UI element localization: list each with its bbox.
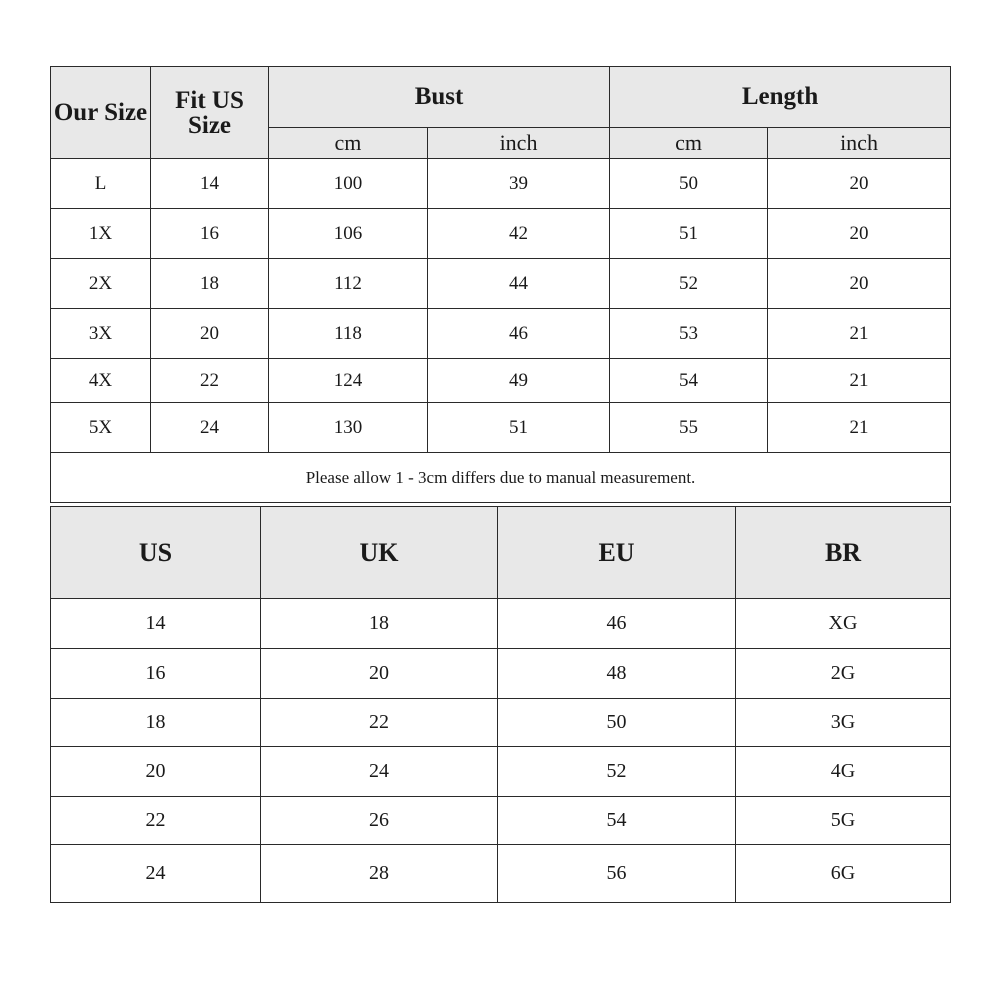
cell-eu: 50 bbox=[498, 699, 736, 747]
cell-bust-inch: 42 bbox=[428, 209, 610, 259]
measurement-note: Please allow 1 - 3cm differs due to manual measurement. bbox=[51, 453, 951, 503]
cell-eu: 52 bbox=[498, 747, 736, 797]
cell-our-size: 2X bbox=[51, 259, 151, 309]
header-fit-us-size: Fit US Size bbox=[151, 67, 269, 159]
cell-our-size: L bbox=[51, 159, 151, 209]
cell-br: 6G bbox=[736, 845, 951, 903]
cell-br: XG bbox=[736, 599, 951, 649]
table-row bbox=[51, 309, 951, 359]
cell-bust-inch: 44 bbox=[428, 259, 610, 309]
table-row bbox=[51, 747, 951, 797]
table-row bbox=[51, 845, 951, 903]
cell-br: 5G bbox=[736, 797, 951, 845]
cell-length-cm: 55 bbox=[610, 403, 768, 453]
cell-us: 18 bbox=[51, 699, 261, 747]
cell-our-size: 5X bbox=[51, 403, 151, 453]
size-chart-table bbox=[50, 66, 951, 503]
cell-our-size: 4X bbox=[51, 359, 151, 403]
cell-us: 24 bbox=[51, 845, 261, 903]
cell-bust-cm: 130 bbox=[269, 403, 428, 453]
cell-bust-cm: 112 bbox=[269, 259, 428, 309]
header-length-cm: cm bbox=[610, 128, 768, 159]
cell-bust-inch: 39 bbox=[428, 159, 610, 209]
header-bust: Bust bbox=[269, 67, 610, 128]
cell-bust-cm: 118 bbox=[269, 309, 428, 359]
table-row bbox=[51, 649, 951, 699]
table-row bbox=[51, 599, 951, 649]
table-row bbox=[51, 403, 951, 453]
cell-uk: 20 bbox=[261, 649, 498, 699]
cell-fit-us-size: 16 bbox=[151, 209, 269, 259]
cell-us: 20 bbox=[51, 747, 261, 797]
cell-length-inch: 20 bbox=[768, 209, 951, 259]
cell-length-cm: 52 bbox=[610, 259, 768, 309]
header-eu: EU bbox=[498, 507, 736, 599]
header-bust-cm: cm bbox=[269, 128, 428, 159]
header-uk: UK bbox=[261, 507, 498, 599]
cell-bust-inch: 51 bbox=[428, 403, 610, 453]
table-row bbox=[51, 259, 951, 309]
cell-bust-cm: 124 bbox=[269, 359, 428, 403]
cell-fit-us-size: 18 bbox=[151, 259, 269, 309]
cell-length-cm: 54 bbox=[610, 359, 768, 403]
cell-length-inch: 20 bbox=[768, 159, 951, 209]
cell-eu: 54 bbox=[498, 797, 736, 845]
size-conversion-table bbox=[50, 506, 951, 903]
header-length: Length bbox=[610, 67, 951, 128]
cell-bust-inch: 46 bbox=[428, 309, 610, 359]
cell-length-inch: 20 bbox=[768, 259, 951, 309]
cell-fit-us-size: 14 bbox=[151, 159, 269, 209]
cell-length-inch: 21 bbox=[768, 359, 951, 403]
header-our-size: Our Size bbox=[51, 67, 151, 159]
cell-br: 3G bbox=[736, 699, 951, 747]
header-length-inch: inch bbox=[768, 128, 951, 159]
cell-br: 4G bbox=[736, 747, 951, 797]
cell-eu: 46 bbox=[498, 599, 736, 649]
cell-bust-cm: 106 bbox=[269, 209, 428, 259]
cell-length-cm: 51 bbox=[610, 209, 768, 259]
cell-uk: 28 bbox=[261, 845, 498, 903]
cell-bust-inch: 49 bbox=[428, 359, 610, 403]
cell-uk: 22 bbox=[261, 699, 498, 747]
table-row bbox=[51, 699, 951, 747]
cell-us: 22 bbox=[51, 797, 261, 845]
header-bust-inch: inch bbox=[428, 128, 610, 159]
cell-us: 16 bbox=[51, 649, 261, 699]
cell-length-inch: 21 bbox=[768, 309, 951, 359]
cell-us: 14 bbox=[51, 599, 261, 649]
cell-bust-cm: 100 bbox=[269, 159, 428, 209]
table-row bbox=[51, 159, 951, 209]
note-row bbox=[51, 453, 951, 503]
cell-eu: 56 bbox=[498, 845, 736, 903]
table-row bbox=[51, 359, 951, 403]
cell-our-size: 1X bbox=[51, 209, 151, 259]
table-row bbox=[51, 209, 951, 259]
cell-uk: 26 bbox=[261, 797, 498, 845]
cell-br: 2G bbox=[736, 649, 951, 699]
header-us: US bbox=[51, 507, 261, 599]
cell-uk: 24 bbox=[261, 747, 498, 797]
cell-fit-us-size: 20 bbox=[151, 309, 269, 359]
cell-length-cm: 53 bbox=[610, 309, 768, 359]
cell-length-cm: 50 bbox=[610, 159, 768, 209]
cell-length-inch: 21 bbox=[768, 403, 951, 453]
cell-our-size: 3X bbox=[51, 309, 151, 359]
header-br: BR bbox=[736, 507, 951, 599]
table-row bbox=[51, 797, 951, 845]
cell-uk: 18 bbox=[261, 599, 498, 649]
cell-fit-us-size: 22 bbox=[151, 359, 269, 403]
cell-fit-us-size: 24 bbox=[151, 403, 269, 453]
cell-eu: 48 bbox=[498, 649, 736, 699]
